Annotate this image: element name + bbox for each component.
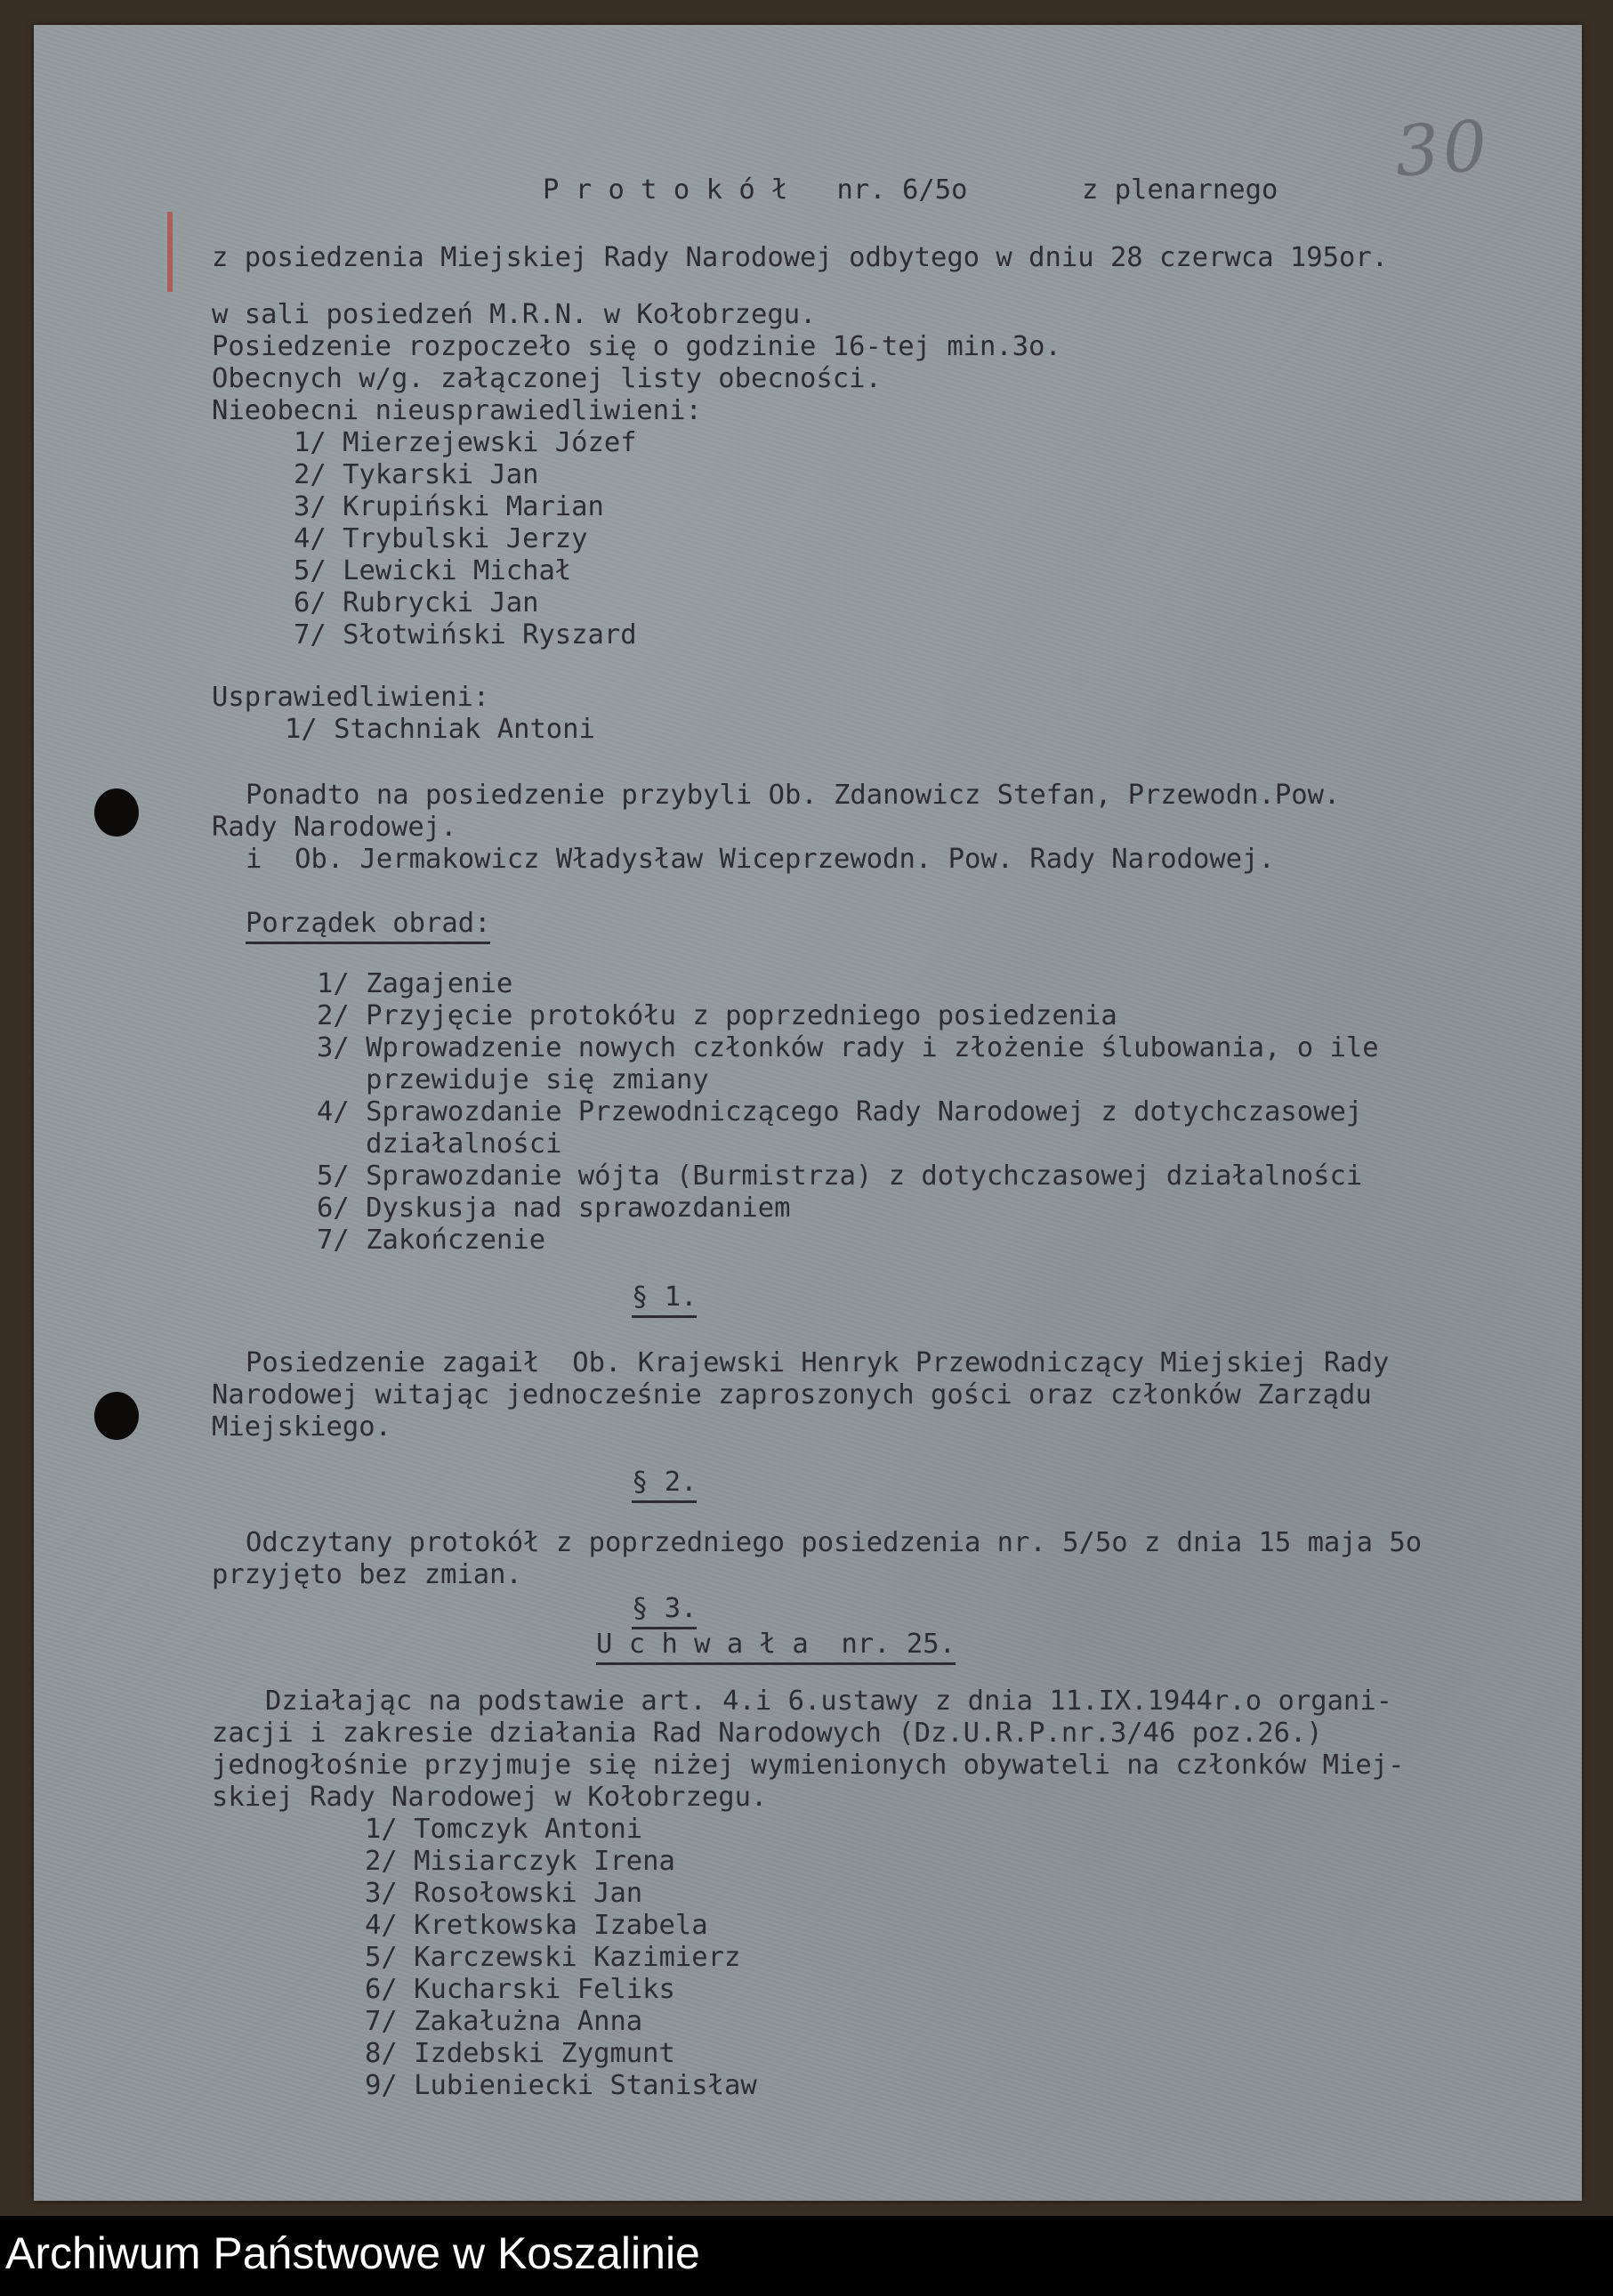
- guests-line: i Ob. Jermakowicz Władysław Wiceprzewodn. Pow. Rady Narodowej.: [246, 844, 1275, 875]
- member-item: 1/ Tomczyk Antoni: [365, 1814, 643, 1845]
- section-1-line: Miejskiego.: [212, 1411, 391, 1443]
- absent-item: 5/ Lewicki Michał: [294, 555, 572, 586]
- member-item: 5/ Karczewski Kazimierz: [365, 1942, 741, 1973]
- resolution-line: jednogłośnie przyjmuje się niżej wymienionych obywateli na członków Miej-: [212, 1750, 1405, 1781]
- agenda-item: 4/ Sprawozdanie Przewodniczącego Rady Narodowej z dotychczasowej: [317, 1096, 1363, 1128]
- absent-item: 1/ Mierzejewski Józef: [294, 427, 637, 458]
- member-item: 4/ Kretkowska Izabela: [365, 1910, 708, 1941]
- title-line: z posiedzenia Miejskiej Rady Narodowej odbytego w dniu 28 czerwca 195or.: [212, 242, 1389, 273]
- section-3-heading: § 3.: [632, 1593, 697, 1629]
- section-1-heading: § 1.: [632, 1281, 697, 1318]
- title-line: Nieobecni nieusprawiedliwieni:: [212, 395, 702, 426]
- section-2-line: Odczytany protokół z poprzedniego posiedzenia nr. 5/5o z dnia 15 maja 5o: [246, 1527, 1423, 1558]
- absent-item: 4/ Trybulski Jerzy: [294, 523, 588, 554]
- section-1-line: Posiedzenie zagaił Ob. Krajewski Henryk Przewodniczący Miejskiej Rady: [246, 1347, 1390, 1378]
- member-item: 8/ Izdebski Zygmunt: [365, 2038, 675, 2069]
- absent-item: 6/ Rubrycki Jan: [294, 587, 539, 618]
- agenda-item: 5/ Sprawozdanie wójta (Burmistrza) z dotychczasowej działalności: [317, 1160, 1363, 1192]
- agenda-item: 1/ Zagajenie: [317, 968, 513, 999]
- agenda-item: działalności: [317, 1128, 562, 1160]
- guests-line: Rady Narodowej.: [212, 812, 457, 843]
- excused-item: 1/ Stachniak Antoni: [285, 714, 595, 745]
- section-2-heading: § 2.: [632, 1467, 697, 1503]
- archive-label: Archiwum Państwowe w Koszalinie: [5, 2228, 700, 2278]
- agenda-item: 6/ Dyskusja nad sprawozdaniem: [317, 1192, 791, 1224]
- agenda-item: 7/ Zakończenie: [317, 1225, 546, 1256]
- guests-line: Ponadto na posiedzenie przybyli Ob. Zdanowicz Stefan, Przewodn.Pow.: [246, 780, 1341, 811]
- resolution-heading: U c h w a ł a nr. 25.: [596, 1629, 956, 1665]
- document-text: [34, 25, 1582, 2201]
- agenda-heading: Porządek obrad:: [246, 908, 490, 944]
- absent-item: 7/ Słotwiński Ryszard: [294, 619, 637, 651]
- agenda-item: 2/ Przyjęcie protokółu z poprzedniego posiedzenia: [317, 1000, 1117, 1031]
- title-line: w sali posiedzeń M.R.N. w Kołobrzegu.: [212, 299, 817, 330]
- resolution-line: Działając na podstawie art. 4.i 6.ustawy z dnia 11.IX.1944r.o organi-: [265, 1686, 1393, 1717]
- archive-footer: [0, 2216, 1613, 2296]
- member-item: 3/ Rosołowski Jan: [365, 1878, 643, 1909]
- document-page: [34, 25, 1582, 2201]
- member-item: 2/ Misiarczyk Irena: [365, 1846, 675, 1877]
- page-number-mark: 30: [1391, 106, 1494, 193]
- member-item: 6/ Kucharski Feliks: [365, 1974, 675, 2005]
- title-line: Obecnych w/g. załączonej listy obecności.: [212, 363, 882, 394]
- member-item: 7/ Zakałużna Anna: [365, 2006, 643, 2037]
- resolution-line: zacji i zakresie działania Rad Narodowych (Dz.U.R.P.nr.3/46 poz.26.): [212, 1718, 1323, 1749]
- title-line: Posiedzenie rozpoczeło się o godzinie 16-tej min.3o.: [212, 331, 1061, 362]
- resolution-line: skiej Rady Narodowej w Kołobrzegu.: [212, 1782, 768, 1813]
- agenda-item: 3/ Wprowadzenie nowych członków rady i złożenie ślubowania, o ile: [317, 1032, 1379, 1063]
- agenda-item: przewiduje się zmiany: [317, 1064, 709, 1095]
- excused-heading: Usprawiedliwieni:: [212, 682, 490, 713]
- section-1-line: Narodowej witając jednocześnie zaproszonych gości oraz członków Zarządu: [212, 1379, 1372, 1411]
- title-line: P r o t o k ó ł nr. 6/5o z plenarnego: [543, 174, 1278, 206]
- section-2-line: przyjęto bez zmian.: [212, 1559, 522, 1590]
- absent-item: 2/ Tykarski Jan: [294, 459, 539, 490]
- absent-item: 3/ Krupiński Marian: [294, 491, 604, 522]
- member-item: 9/ Lubieniecki Stanisław: [365, 2070, 757, 2101]
